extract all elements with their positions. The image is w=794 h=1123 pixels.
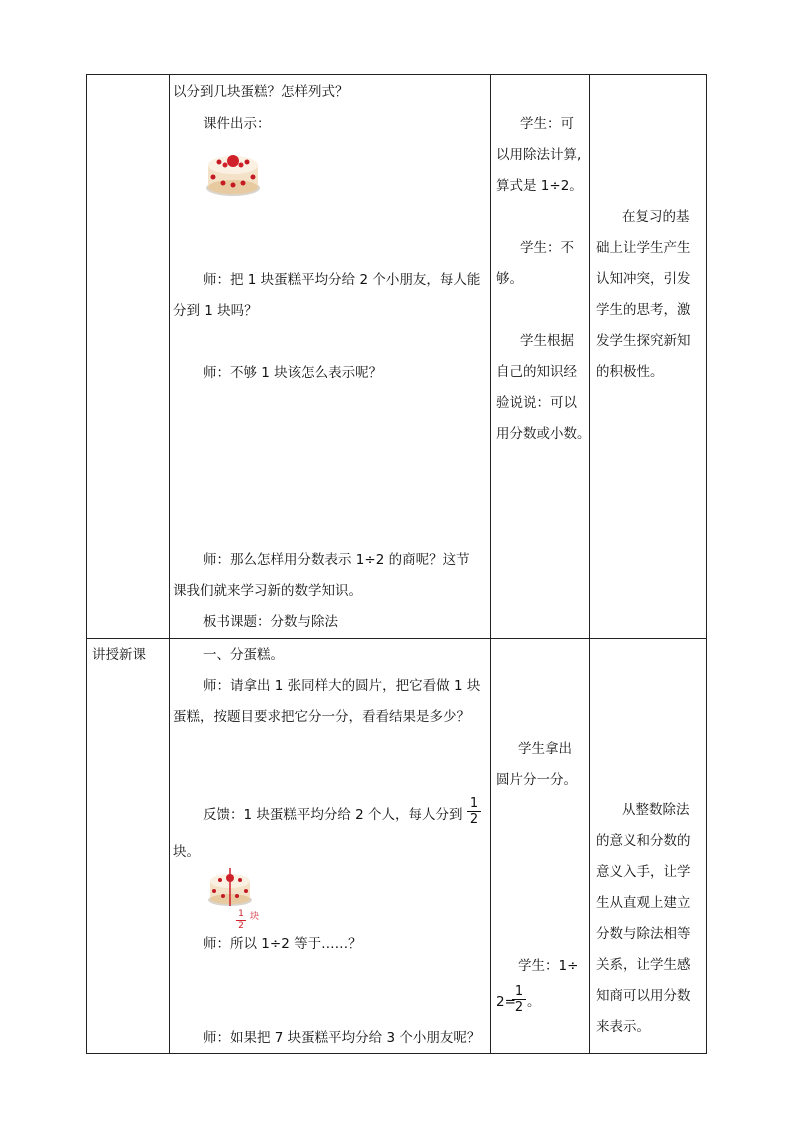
design-intent-2b: 的意义和分数的 — [596, 833, 691, 849]
stage-label: 讲授新课 — [92, 647, 146, 663]
teacher-question-3b: 课我们就来学习新的数学知识。 — [173, 583, 362, 599]
design-intent-2d: 生从直观上建立 — [596, 895, 691, 911]
courseware-label: 课件出示： — [203, 116, 271, 132]
cake-fraction-denominator: 2 — [238, 921, 244, 931]
cake-unit-label: 块 — [250, 912, 260, 922]
teacher-question-1a: 师：把 1 块蛋糕平均分给 2 个小朋友，每人能 — [203, 272, 481, 288]
section-heading: 一、分蛋糕。 — [203, 647, 284, 663]
student-answer-1c: 算式是 1÷2。 — [496, 178, 583, 194]
teacher-instruction-a: 师：请拿出 1 张同样大的圆片，把它看做 1 块 — [203, 678, 481, 694]
feedback-text: 反馈：1 块蛋糕平均分给 2 个人，每人分到 — [203, 807, 463, 823]
design-intent-1c: 认知冲突，引发 — [596, 271, 691, 287]
teacher-question-2: 师：不够 1 块该怎么表示呢？ — [203, 365, 383, 381]
answer-fraction-numerator: 1 — [514, 984, 524, 999]
design-intent-2f: 关系，让学生感 — [596, 957, 691, 973]
row-divider — [87, 638, 706, 639]
design-intent-2g: 知商可以用分数 — [596, 988, 691, 1004]
student-answer-3b: 自己的知识经 — [496, 364, 577, 380]
design-intent-2c: 意义入手，让学 — [596, 864, 691, 880]
feedback-unit: 块。 — [173, 844, 200, 860]
design-intent-1f: 的积极性。 — [596, 364, 664, 380]
student-answer-3a: 学生根据 — [520, 333, 574, 349]
teacher-question-1b: 分到 1 块吗？ — [173, 303, 258, 319]
fraction-numerator: 1 — [469, 796, 479, 811]
student-action-b: 圆片分一分。 — [496, 772, 577, 788]
student-action-a: 学生拿出 — [518, 741, 572, 757]
student-answer-2a: 学生：不 — [520, 240, 574, 256]
column-divider-2 — [490, 75, 491, 1053]
design-intent-2a: 从整数除法 — [622, 802, 690, 818]
student-answer-2b: 够。 — [496, 271, 523, 287]
design-intent-1e: 发学生探究新知 — [596, 333, 691, 349]
student-answer-1b: 以用除法计算, — [496, 147, 582, 163]
student-answer-4b: 2= — [496, 994, 516, 1010]
board-title: 板书课题：分数与除法 — [203, 614, 338, 630]
column-divider-3 — [589, 75, 590, 1053]
cake-image — [203, 143, 263, 199]
design-intent-1a: 在复习的基 — [622, 209, 690, 225]
feedback-fraction — [467, 797, 481, 826]
student-answer-3d: 用分数或小数。 — [496, 426, 591, 442]
cake-fraction-numerator: 1 — [238, 909, 244, 919]
teacher-question-5: 师：如果把 7 块蛋糕平均分给 3 个小朋友呢？ — [203, 1030, 481, 1046]
cake-fraction-label — [236, 910, 246, 931]
design-intent-1d: 学生的思考，激 — [596, 302, 691, 318]
student-answer-3c: 验说说：可以 — [496, 395, 577, 411]
half-cake-image — [205, 866, 255, 908]
answer-period: 。 — [527, 994, 541, 1010]
fraction-denominator: 2 — [469, 812, 479, 827]
column-divider-1 — [169, 75, 170, 1053]
design-intent-2e: 分数与除法相等 — [596, 926, 691, 942]
design-intent-2h: 来表示。 — [596, 1019, 650, 1035]
student-answer-4a: 学生：1÷ — [518, 958, 579, 974]
teacher-question-3a: 师：那么怎样用分数表示 1÷2 的商呢？这节 — [203, 552, 470, 568]
answer-fraction-denominator: 2 — [514, 1000, 524, 1015]
student-answer-1a: 学生：可 — [520, 116, 574, 132]
teacher-question-4: 师：所以 1÷2 等于……？ — [203, 936, 362, 952]
answer-fraction — [512, 985, 526, 1014]
teacher-instruction-b: 蛋糕，按题目要求把它分一分，看看结果是多少？ — [173, 709, 470, 725]
intro-question-text: 以分到几块蛋糕？怎样列式？ — [173, 84, 349, 100]
design-intent-1b: 础上让学生产生 — [596, 240, 691, 256]
